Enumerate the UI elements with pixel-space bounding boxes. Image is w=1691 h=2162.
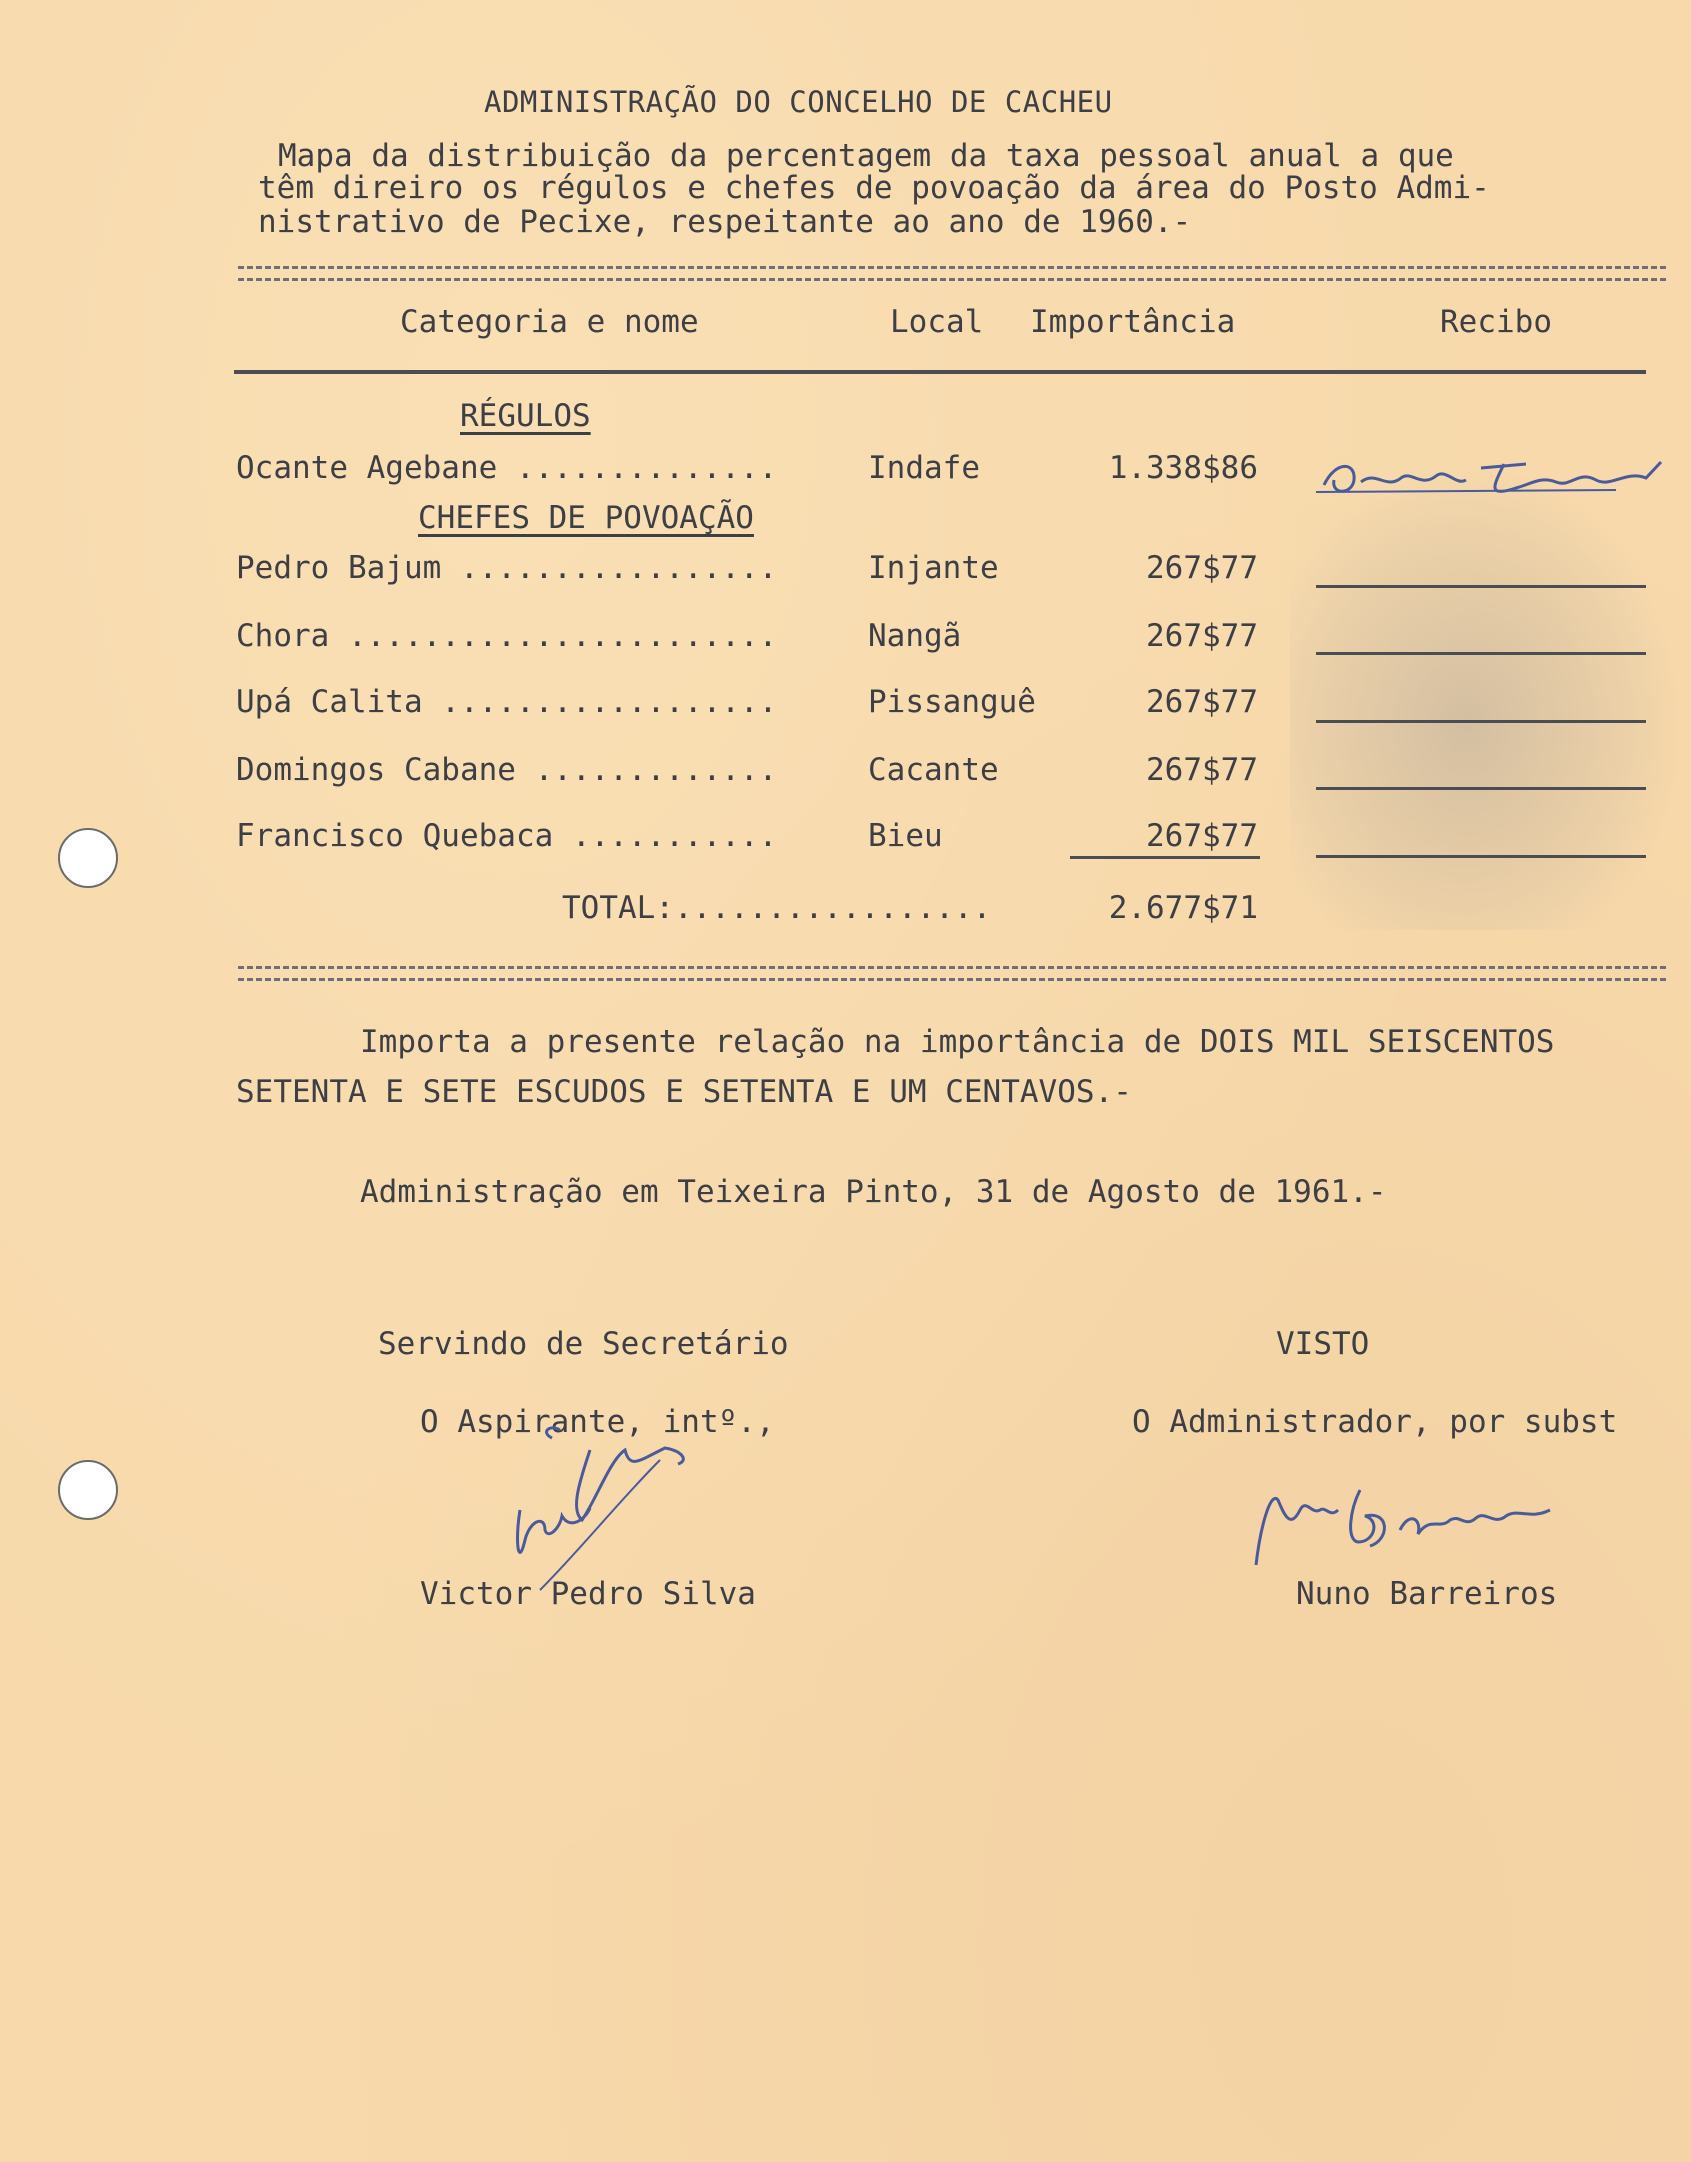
- amount-in-words-line-2: SETENTA E SETE ESCUDOS E SETENTA E UM CENTAVOS.-: [236, 1074, 1132, 1110]
- row-3-amount: 267$77: [1146, 618, 1258, 654]
- row-6-local: Bieu: [868, 818, 943, 854]
- punch-hole-bottom: [58, 1460, 118, 1520]
- subtitle-line-2: têm direiro os régulos e chefes de povoação da área do Posto Admi-: [258, 170, 1490, 206]
- header-receipt: Recibo: [1440, 304, 1552, 340]
- row-6-amount: 267$77: [1146, 818, 1258, 854]
- total-label: TOTAL:.................: [562, 890, 992, 926]
- subtitle-line-3: nistrativo de Pecixe, respeitante ao ano de 1960.-: [258, 204, 1192, 240]
- right-position: O Administrador, por subst: [1132, 1404, 1618, 1440]
- amount-in-words-line-1: Importa a presente relação na importância de DOIS MIL SEISCENTOS: [360, 1024, 1555, 1060]
- row-1-amount: 1.338$86: [1108, 450, 1258, 486]
- administrator-signature: [1250, 1470, 1610, 1580]
- row-5-local: Cacante: [868, 752, 999, 788]
- row-1-local: Indafe: [868, 450, 980, 486]
- double-rule-bottom: [238, 966, 1666, 981]
- row-2-name: Pedro Bajum .................: [236, 550, 778, 586]
- document-title: ADMINISTRAÇÃO DO CONCELHO DE CACHEU: [484, 85, 1113, 119]
- header-rule: [234, 370, 1646, 374]
- header-name: Categoria e nome: [400, 304, 699, 340]
- header-amount: Importância: [1030, 304, 1236, 340]
- row-5-name: Domingos Cabane .............: [236, 752, 778, 788]
- row-5-receipt-line: [1316, 787, 1646, 790]
- row-2-local: Injante: [868, 550, 999, 586]
- row-4-amount: 267$77: [1146, 684, 1258, 720]
- thumbprint-smudge: [1290, 470, 1680, 930]
- row-4-local: Pissanguê: [868, 684, 1036, 720]
- double-rule-top: [238, 266, 1666, 281]
- left-name: Victor Pedro Silva: [420, 1576, 756, 1612]
- row-6-name: Francisco Quebaca ...........: [236, 818, 778, 854]
- row-3-local: Nangã: [868, 618, 962, 654]
- place-date: Administração em Teixeira Pinto, 31 de Agosto de 1961.-: [360, 1174, 1387, 1210]
- row-6-receipt-line: [1316, 855, 1646, 858]
- row-2-amount: 267$77: [1146, 550, 1258, 586]
- secretary-signature: [500, 1420, 740, 1600]
- row-3-receipt-line: [1316, 652, 1646, 655]
- section-regulos: RÉGULOS: [460, 398, 591, 434]
- subtitle-line-1: Mapa da distribuição da percentagem da taxa pessoal anual a que: [278, 138, 1454, 174]
- header-local: Local: [890, 304, 984, 340]
- row-4-name: Upá Calita ..................: [236, 684, 778, 720]
- row-2-receipt-line: [1316, 585, 1646, 588]
- right-name: Nuno Barreiros: [1296, 1576, 1558, 1612]
- left-position: O Aspirante, intº.,: [420, 1404, 775, 1440]
- punch-hole-top: [58, 828, 118, 888]
- row-1-name: Ocante Agebane ..............: [236, 450, 778, 486]
- right-role: VISTO: [1276, 1326, 1370, 1362]
- subtotal-rule: [1070, 856, 1260, 859]
- row-5-amount: 267$77: [1146, 752, 1258, 788]
- row-4-receipt-line: [1316, 720, 1646, 723]
- total-amount: 2.677$71: [1108, 890, 1258, 926]
- left-role: Servindo de Secretário: [378, 1326, 789, 1362]
- section-chefes: CHEFES DE POVOAÇÃO: [418, 500, 754, 536]
- row-3-name: Chora .......................: [236, 618, 778, 654]
